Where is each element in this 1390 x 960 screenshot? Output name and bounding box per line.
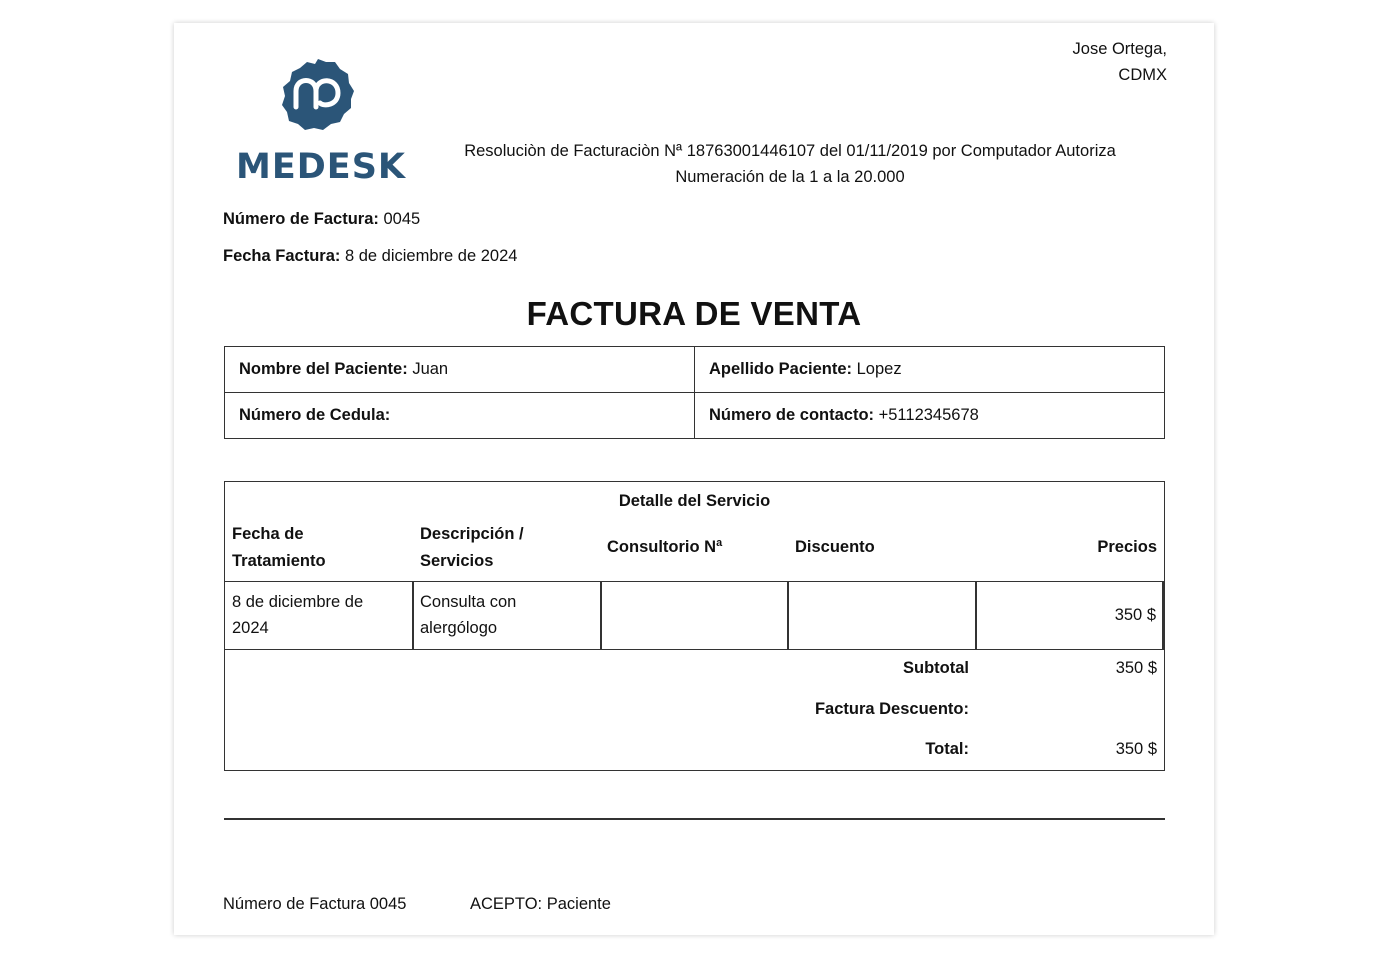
invoice-date [223, 247, 517, 266]
medesk-badge-icon [236, 59, 401, 139]
header-treatment-date [232, 521, 326, 575]
column-divider [412, 582, 414, 649]
subtotal-value: 350 $ [1115, 659, 1157, 677]
row-treatment-date-line-1: 8 de diciembre de [232, 593, 364, 611]
address-line-1: Jose Ortega, [1072, 40, 1167, 58]
billing-resolution [452, 138, 1128, 190]
invoice-number-value: 0045 [383, 210, 421, 228]
resolution-line-1: Resoluciòn de Facturaciòn Nª 18763001446107 del 01/11/2019 por Computador Autoriza [464, 142, 1116, 160]
column-divider [787, 582, 789, 649]
total-value: 350 $ [1115, 740, 1157, 758]
patient-last-name-value: Lopez [856, 360, 902, 378]
document-title: FACTURA DE VENTA [526, 295, 862, 332]
patient-last-name-cell [695, 347, 1165, 393]
header-description-line-1: Descripción / [420, 525, 524, 543]
header-description-line-2: Servicios [420, 552, 494, 570]
medesk-logo [236, 59, 407, 189]
patient-row [225, 393, 1165, 439]
column-divider [975, 582, 977, 649]
patient-info-table [224, 346, 1165, 439]
table-row [224, 581, 1165, 650]
header-discount: Discuento [795, 538, 875, 556]
signature-line [224, 818, 1165, 820]
header-treatment-date-line-2: Tratamiento [232, 552, 326, 570]
patient-first-name-cell [225, 347, 695, 393]
patient-contact-label: Número de contacto: [709, 406, 875, 424]
patient-contact-cell [695, 393, 1165, 439]
brand-wordmark: MEDESK [236, 147, 407, 187]
patient-row [225, 347, 1165, 393]
row-description-line-1: Consulta con [420, 593, 517, 611]
row-description-line-2: alergólogo [420, 619, 498, 637]
header-description [420, 521, 524, 575]
service-detail-title: Detalle del Servicio [618, 492, 771, 510]
invoice-date-label: Fecha Factura: [223, 247, 341, 265]
address-line-2: CDMX [1118, 66, 1167, 84]
subtotal-label: Subtotal [903, 659, 969, 677]
footer-accept: ACEPTO: Paciente [470, 895, 611, 913]
discount-label: Factura Descuento: [814, 700, 969, 718]
header-treatment-date-line-1: Fecha de [232, 525, 304, 543]
total-label: Total: [925, 740, 969, 758]
invoice-date-value: 8 de diciembre de 2024 [344, 247, 518, 265]
invoice-number-label: Número de Factura: [223, 210, 379, 228]
invoice-number [223, 210, 420, 229]
patient-contact-value: +5112345678 [878, 406, 979, 424]
column-divider [1162, 582, 1164, 649]
patient-first-name-value: Juan [412, 360, 449, 378]
column-divider [600, 582, 602, 649]
service-detail-table [224, 481, 1165, 771]
row-price: 350 $ [1114, 606, 1156, 624]
resolution-line-2: Numeración de la 1 a la 20.000 [675, 168, 905, 186]
patient-first-name-label: Nombre del Paciente: [239, 360, 408, 378]
footer-invoice-ref: Número de Factura 0045 [223, 895, 407, 913]
invoice-sheet [174, 23, 1214, 935]
header-office: Consultorio Nª [607, 538, 723, 556]
patient-id-cell [225, 393, 695, 439]
row-treatment-date [232, 589, 363, 641]
row-description [420, 589, 516, 641]
issuer-address [1073, 36, 1167, 88]
patient-last-name-label: Apellido Paciente: [709, 360, 853, 378]
header-price: Precios [1097, 538, 1157, 556]
row-treatment-date-line-2: 2024 [232, 619, 269, 637]
patient-id-label: Número de Cedula: [239, 406, 391, 424]
